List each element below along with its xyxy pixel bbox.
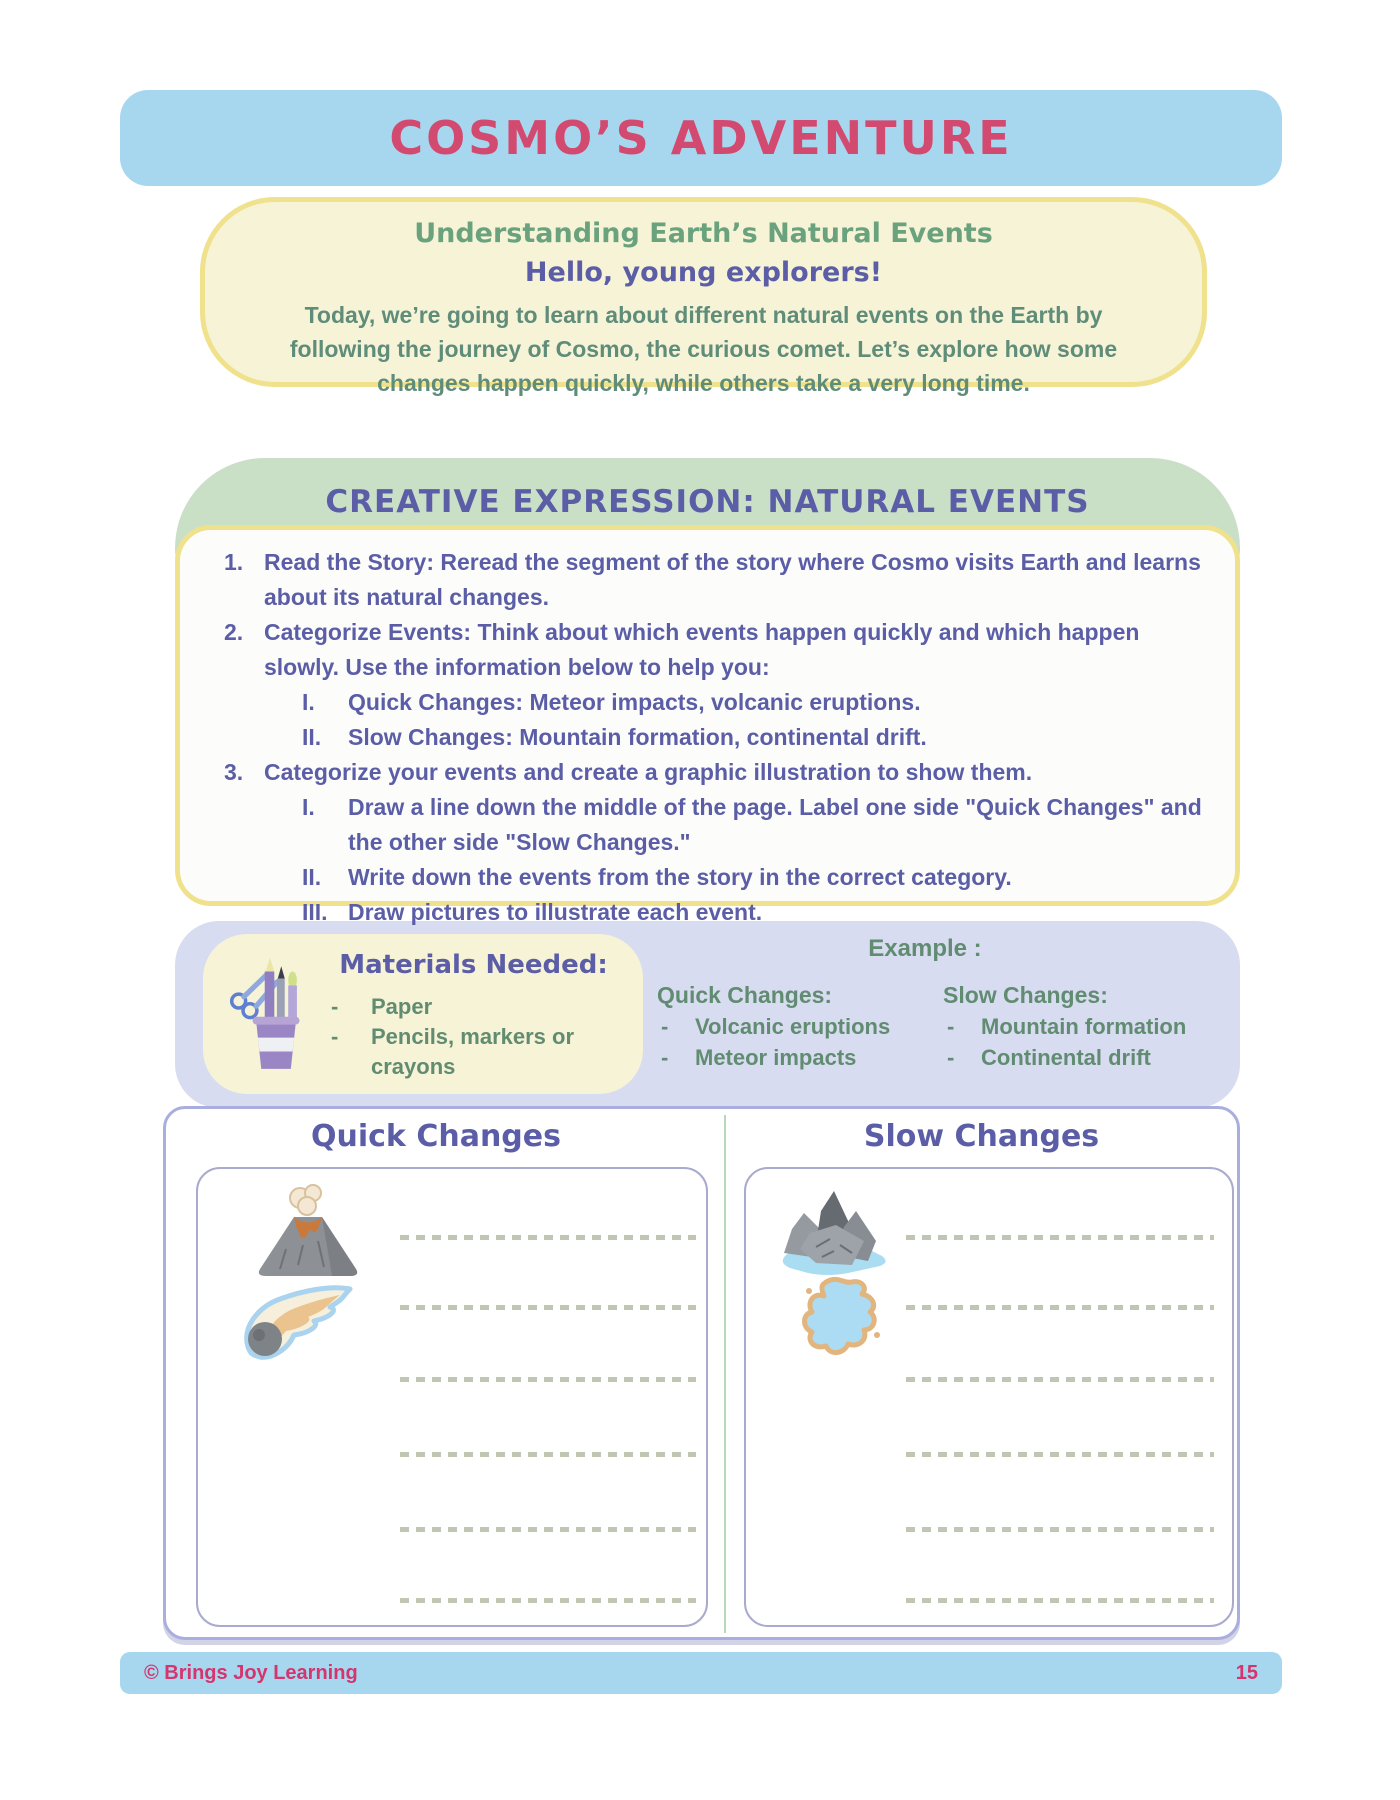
write-line — [400, 1527, 696, 1532]
write-line — [400, 1235, 696, 1240]
materials-item: - Pencils, markers or crayons — [331, 1022, 611, 1082]
sub-number: II. — [302, 864, 322, 890]
step-2-sub-1 — [180, 685, 1207, 720]
copyright-text: © Brings Joy Learning — [144, 1661, 358, 1684]
example-item: - Volcanic eruptions — [657, 1011, 937, 1042]
slow-changes-heading: Slow Changes — [863, 1119, 1100, 1154]
dash-bullet: - — [331, 994, 339, 1019]
dash-bullet: - — [947, 1045, 955, 1070]
example-slow-list — [943, 1011, 1233, 1073]
dash-bullet: - — [661, 1045, 669, 1070]
step-number: 3. — [224, 759, 244, 785]
footer-bar — [120, 1652, 1282, 1694]
write-line — [400, 1598, 696, 1603]
step-text: Read the Story: Reread the segment of the story where Cosmo visits Earth and learns about its natural changes. — [264, 549, 1201, 610]
step-1 — [180, 545, 1207, 615]
activity-title: CREATIVE EXPRESSION: NATURAL EVENTS — [325, 484, 1090, 520]
comet-icon — [234, 1281, 358, 1374]
materials-example-panel — [175, 921, 1240, 1108]
step-text: Categorize your events and create a graphic illustration to show them. — [264, 759, 1033, 785]
example-item: - Meteor impacts — [657, 1042, 937, 1073]
step-number: 2. — [224, 619, 244, 645]
dash-bullet: - — [947, 1014, 955, 1039]
sub-text: Slow Changes: Mountain formation, continental drift. — [348, 724, 927, 750]
write-line — [906, 1598, 1214, 1603]
write-line — [906, 1377, 1214, 1382]
sub-text: Write down the events from the story in the correct category. — [348, 864, 1012, 890]
materials-list — [331, 992, 611, 1082]
pencil-cup-icon — [223, 952, 323, 1083]
write-line — [906, 1452, 1214, 1457]
sub-text: Draw a line down the middle of the page. Label one side "Quick Changes" and the other side "Slow Changes." — [348, 794, 1202, 855]
step-3-sub-3 — [180, 895, 1207, 930]
example-item: - Continental drift — [943, 1042, 1233, 1073]
materials-box — [203, 934, 643, 1094]
quick-changes-box — [196, 1167, 708, 1627]
write-line — [400, 1377, 696, 1382]
continent-icon — [798, 1273, 886, 1366]
dash-bullet: - — [331, 1024, 339, 1049]
write-line — [400, 1305, 696, 1310]
materials-title: Materials Needed: — [339, 950, 608, 980]
intro-heading: Understanding Earth’s Natural Events — [414, 218, 993, 249]
sub-number: II. — [302, 724, 322, 750]
write-line — [400, 1452, 696, 1457]
page-title: COSMO’S ADVENTURE — [389, 111, 1013, 165]
materials-item: - Paper — [331, 992, 611, 1022]
step-3-sub-1 — [180, 790, 1207, 860]
worksheet-area — [163, 1106, 1240, 1640]
example-slow-heading: Slow Changes: — [943, 982, 1108, 1008]
intro-greeting: Hello, young explorers! — [524, 257, 883, 288]
step-2 — [180, 615, 1207, 685]
mountain-icon — [776, 1185, 894, 1282]
write-line — [906, 1305, 1214, 1310]
example-quick-list — [657, 1011, 937, 1073]
dash-bullet: - — [661, 1014, 669, 1039]
column-divider — [724, 1115, 726, 1633]
example-quick-heading: Quick Changes: — [657, 982, 833, 1008]
sub-text: Quick Changes: Meteor impacts, volcanic eruptions. — [348, 689, 921, 715]
step-text: Categorize Events: Think about which events happen quickly and which happen slowly. Use the information below to help you: — [264, 619, 1140, 680]
sub-number: III. — [302, 899, 328, 925]
example-quick-changes — [657, 979, 937, 1073]
sub-number: I. — [302, 794, 315, 820]
sub-number: I. — [302, 689, 315, 715]
activity-instructions — [175, 525, 1240, 925]
intro-box — [200, 197, 1207, 396]
slow-changes-box — [744, 1167, 1234, 1627]
title-banner — [120, 90, 1282, 186]
step-3-sub-2 — [180, 860, 1207, 895]
example-title: Example : — [868, 935, 982, 962]
volcano-icon — [248, 1183, 368, 1283]
sub-text: Draw pictures to illustrate each event. — [348, 899, 763, 925]
example-item: - Mountain formation — [943, 1011, 1233, 1042]
quick-changes-heading: Quick Changes — [311, 1119, 561, 1154]
page-number: 15 — [1235, 1661, 1258, 1684]
step-2-sub-2 — [180, 720, 1207, 755]
example-slow-changes — [943, 979, 1233, 1073]
intro-body: Today, we’re going to learn about different natural events on the Earth by following the journey of Cosmo, the curious comet. Let’s explore how some changes happen quickly, while others take a very long time. — [289, 302, 1118, 396]
step-number: 1. — [224, 549, 244, 575]
write-line — [906, 1527, 1214, 1532]
step-3 — [180, 755, 1207, 790]
write-line — [906, 1235, 1214, 1240]
